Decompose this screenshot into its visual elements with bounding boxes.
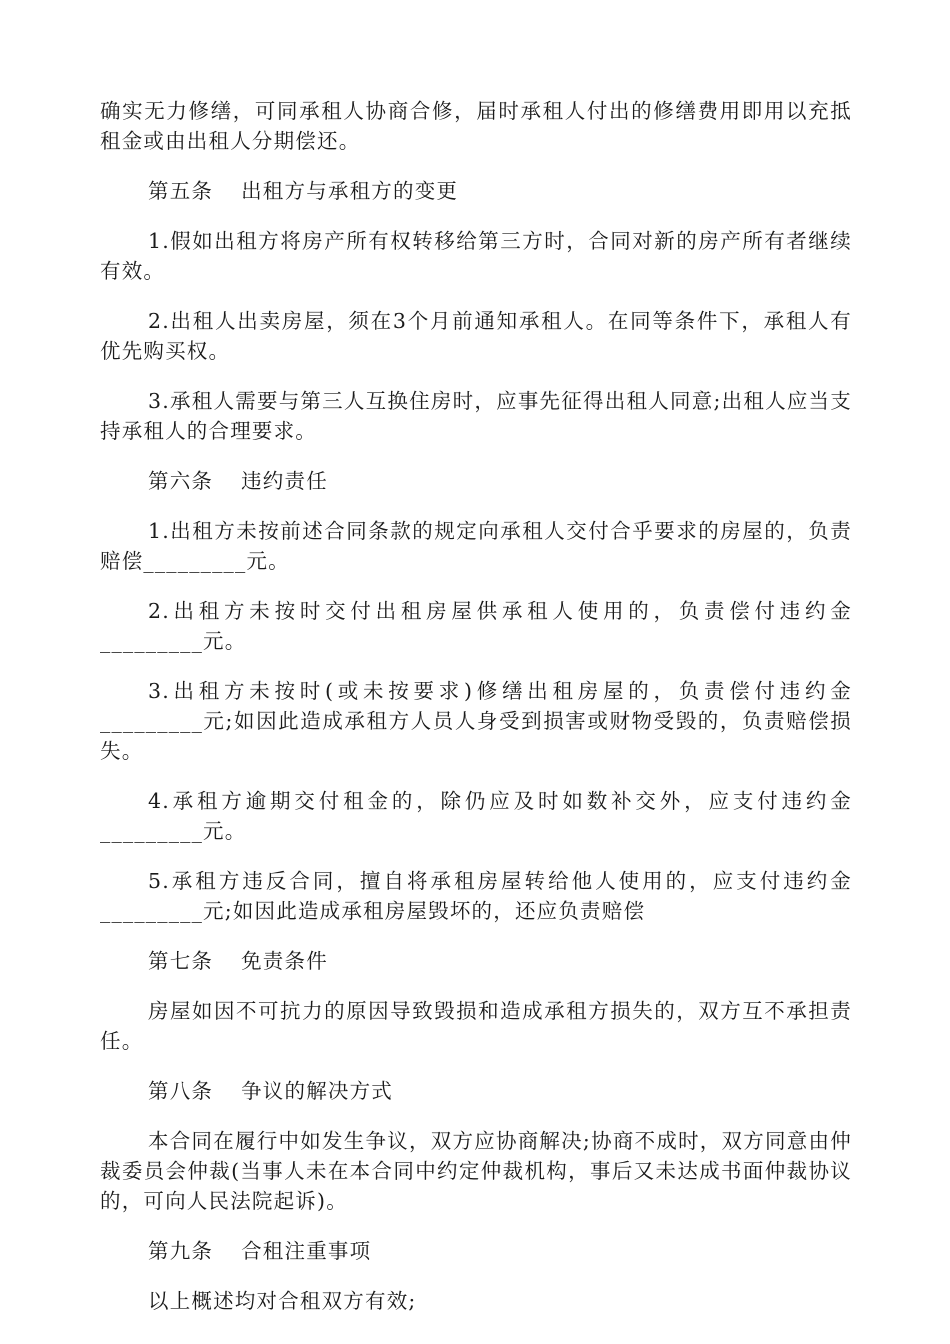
article-6-title: 违约责任 (241, 469, 328, 493)
article-6-item-3: 3.出租方未按时(或未按要求)修缮出租房屋的，负责偿付违约金_________元;如因此造成承租方人员人身受到损害或财物受毁的，负责赔偿损失。 (100, 679, 852, 763)
article-5-title: 出租方与承租方的变更 (241, 179, 459, 203)
article-6-item-2: 2.出租方未按时交付出租房屋供承租人使用的，负责偿付违约金_________元。 (100, 599, 852, 653)
article-5-item-1: 1.假如出租方将房产所有权转移给第三方时，合同对新的房产所有者继续有效。 (100, 229, 852, 283)
article-7-body: 房屋如因不可抗力的原因导致毁损和造成承租方损失的，双方互不承担责任。 (100, 999, 852, 1053)
article-8-title: 争议的解决方式 (241, 1079, 394, 1103)
continuation-paragraph: 确实无力修缮，可同承租人协商合修，届时承租人付出的修缮费用即用以充抵租金或由出租人分期偿还。 (100, 99, 852, 153)
article-5-label: 第五条 (148, 179, 214, 203)
article-5-heading (100, 176, 852, 206)
article-5-item-3: 3.承租人需要与第三人互换住房时，应事先征得出租人同意;出租人应当支持承租人的合理要求。 (100, 389, 852, 443)
article-8-label: 第八条 (148, 1079, 214, 1103)
article-9-title: 合租注重事项 (241, 1239, 372, 1263)
article-6-heading (100, 466, 852, 496)
article-9-heading (100, 1236, 852, 1266)
article-7-label: 第七条 (148, 949, 214, 973)
article-6-item-4: 4.承租方逾期交付租金的，除仍应及时如数补交外，应支付违约金_________元。 (100, 789, 852, 843)
article-7-title: 免责条件 (241, 949, 328, 973)
article-5-item-2: 2.出租人出卖房屋，须在3个月前通知承租人。在同等条件下，承租人有优先购买权。 (100, 309, 852, 363)
article-7-heading (100, 946, 852, 976)
article-9-label: 第九条 (148, 1239, 214, 1263)
article-8-body: 本合同在履行中如发生争议，双方应协商解决;协商不成时，双方同意由仲裁委员会仲裁(当事人未在本合同中约定仲裁机构，事后又未达成书面仲裁协议的，可向人民法院起诉)。 (100, 1129, 852, 1213)
document-body (100, 96, 852, 1336)
article-8-heading (100, 1076, 852, 1106)
article-6-item-5: 5.承租方违反合同，擅自将承租房屋转给他人使用的，应支付违约金_________元;如因此造成承租房屋毁坏的，还应负责赔偿 (100, 869, 852, 923)
article-6-label: 第六条 (148, 469, 214, 493)
article-9-body: 以上概述均对合租双方有效; (148, 1289, 417, 1313)
article-6-item-1: 1.出租方未按前述合同条款的规定向承租人交付合乎要求的房屋的，负责赔偿_________元。 (100, 519, 852, 573)
